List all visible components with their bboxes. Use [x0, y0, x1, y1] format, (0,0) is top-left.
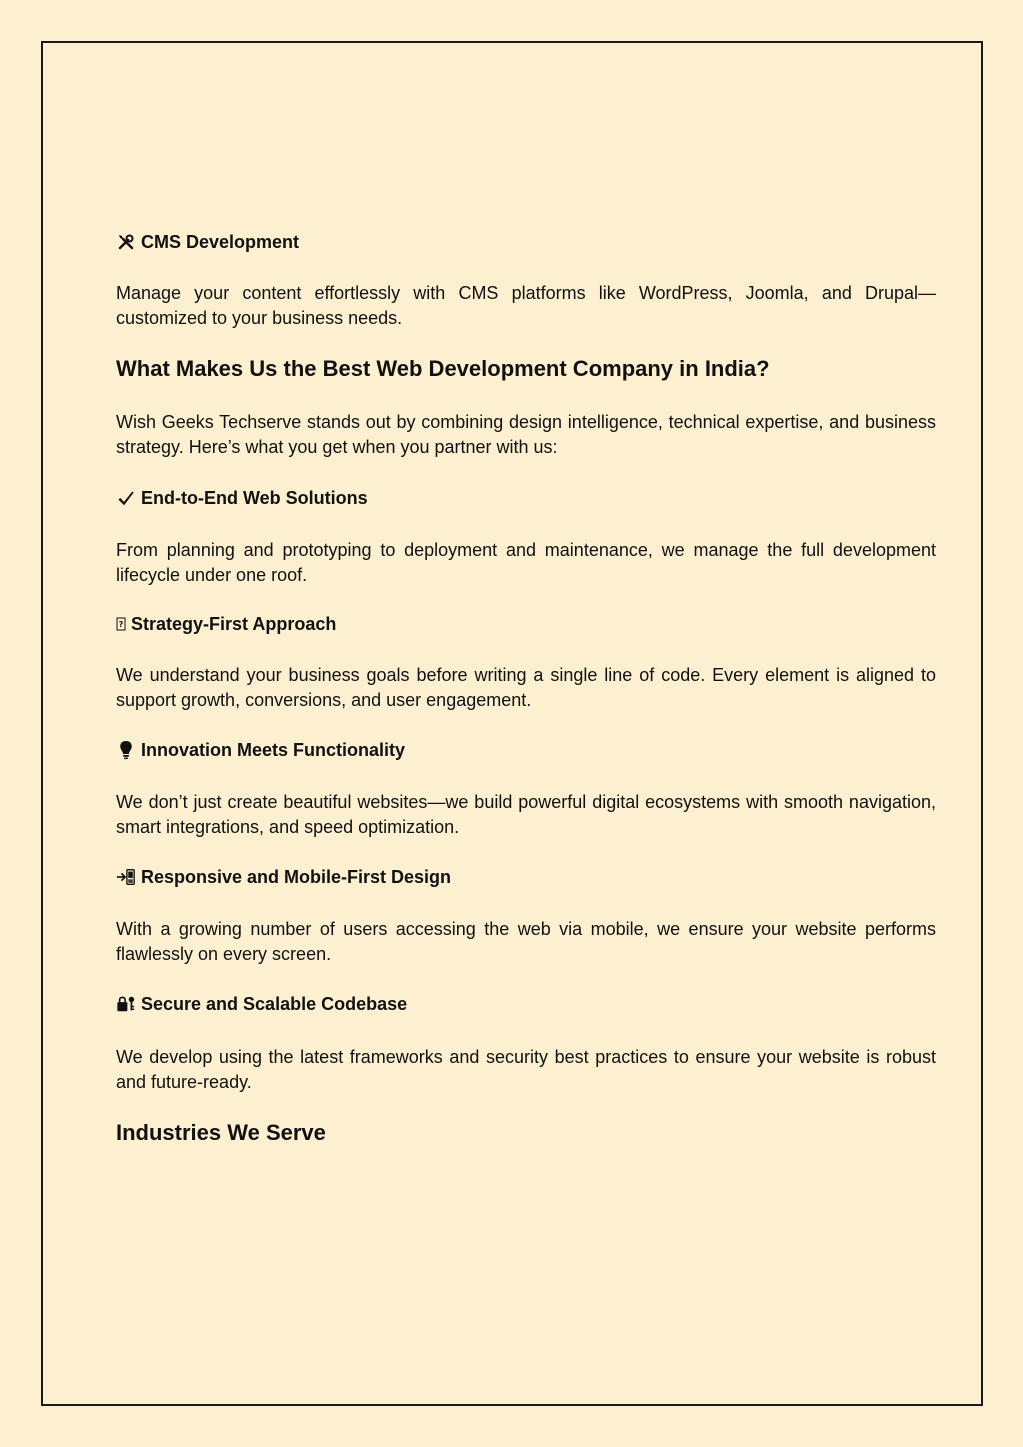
heading-text: CMS Development — [141, 232, 300, 252]
strategy-first-heading — [116, 612, 336, 636]
heading-text: Innovation Meets Functionality — [141, 740, 406, 760]
lightbulb-icon — [116, 740, 136, 760]
heading-text: Responsive and Mobile-First Design — [141, 867, 452, 887]
secure-heading — [116, 992, 407, 1016]
cms-development-heading — [116, 230, 299, 254]
end-to-end-paragraph: From planning and prototyping to deployment and maintenance, we manage the full development lifecycle under one roof. — [116, 540, 936, 585]
tools-icon — [116, 232, 136, 252]
heading-text: Strategy-First Approach — [131, 614, 337, 634]
strategy-first-paragraph: We understand your business goals before writing a single line of code. Every element is aligned to support growth, conversions, and user engagement. — [116, 665, 936, 710]
innovation-paragraph: We don’t just create beautiful websites—we build powerful digital ecosystems with smooth navigation, smart integrations, and speed optimization. — [116, 792, 936, 837]
intro-paragraph: Wish Geeks Techserve stands out by combining design intelligence, technical expertise, and business strategy. Here’s what you get when you partner with us: — [116, 412, 936, 457]
missing-glyph-icon — [116, 614, 126, 634]
lock-key-icon — [116, 994, 136, 1014]
responsive-paragraph: With a growing number of users accessing the web via mobile, we ensure your website performs flawlessly on every screen. — [116, 919, 936, 964]
mobile-arrow-icon — [116, 867, 136, 887]
secure-paragraph: We develop using the latest frameworks and security best practices to ensure your website is robust and future-ready. — [116, 1047, 936, 1092]
responsive-heading — [116, 865, 451, 889]
end-to-end-heading — [116, 486, 368, 510]
heading-text: End-to-End Web Solutions — [141, 488, 368, 508]
best-company-heading: What Makes Us the Best Web Development Company in India? — [116, 356, 770, 381]
industries-heading: Industries We Serve — [116, 1120, 326, 1145]
svg-text:?: ? — [118, 620, 124, 629]
cms-development-paragraph: Manage your content effortlessly with CMS platforms like WordPress, Joomla, and Drupal—customized to your business needs. — [116, 283, 936, 328]
innovation-heading — [116, 738, 405, 762]
checkmark-icon — [116, 488, 136, 508]
heading-text: Secure and Scalable Codebase — [141, 994, 408, 1014]
